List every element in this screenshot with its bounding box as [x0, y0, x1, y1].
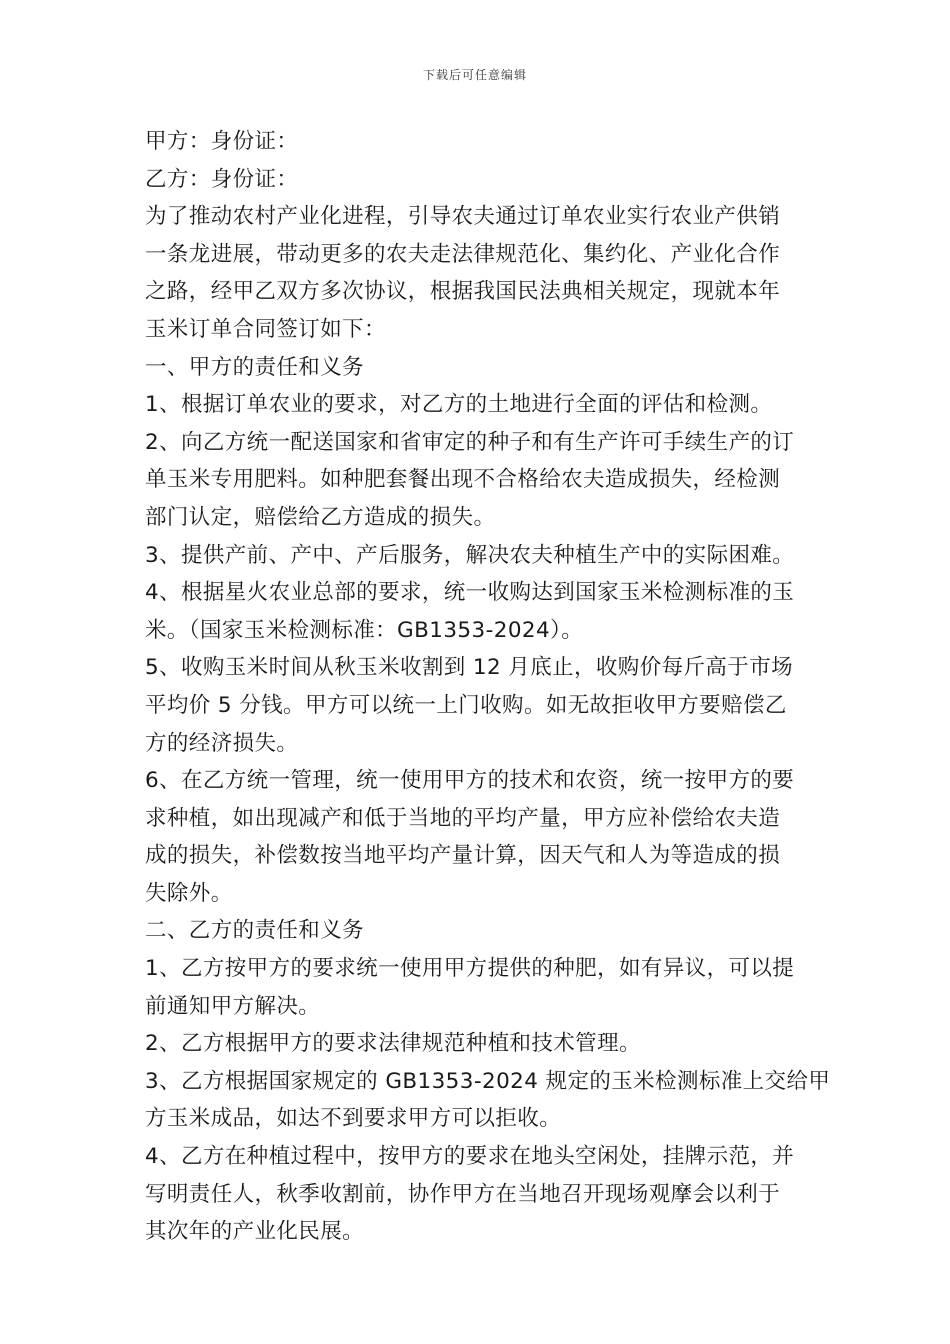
text-line: 为了推动农村产业化进程，引导农夫通过订单农业实行农业产供销	[145, 204, 781, 230]
text-line: 4、根据星火农业总部的要求，统一收购达到国家玉米检测标准的玉	[145, 580, 795, 606]
text-line: 前通知甲方解决。	[145, 993, 321, 1019]
text-line: 部门认定，赔偿给乙方造成的损失。	[145, 504, 496, 530]
text-line: 4、乙方在种植过程中，按甲方的要求在地头空闲处，挂牌示范，并	[145, 1144, 795, 1170]
text-line: 失除外。	[145, 880, 233, 906]
text-line: 成的损失，补偿数按当地平均产量计算，因天气和人为等造成的损	[145, 843, 781, 869]
text-line: 单玉米专用肥料。如种肥套餐出现不合格给农夫造成损失，经检测	[145, 467, 781, 493]
text-line: 2、乙方根据甲方的要求法律规范种植和技术管理。	[145, 1031, 641, 1057]
text-line: 乙方：身份证：	[145, 166, 299, 192]
text-line: 方的经济损失。	[145, 730, 299, 756]
header-note: 下载后可任意编辑	[422, 68, 527, 82]
text-line: 其次年的产业化民展。	[145, 1219, 365, 1245]
text-line: 1、根据订单农业的要求，对乙方的土地进行全面的评估和检测。	[145, 392, 773, 418]
text-line: 写明责任人，秋季收割前，协作甲方在当地召开现场观摩会以利于	[145, 1181, 781, 1207]
text-line: 3、提供产前、产中、产后服务，解决农夫种植生产中的实际困难。	[145, 542, 795, 568]
text-line: 1、乙方按甲方的要求统一使用甲方提供的种肥，如有异议，可以提	[145, 956, 795, 982]
text-line: 米。（国家玉米检测标准：GB1353-2024）。	[145, 617, 584, 643]
text-line: 甲方：身份证：	[145, 129, 299, 154]
contract-body	[145, 123, 831, 1251]
text-line: 一条龙进展，带动更多的农夫走法律规范化、集约化、产业化合作	[145, 241, 781, 267]
section-heading: 二、乙方的责任和义务	[145, 918, 365, 944]
text-line: 方玉米成品，如达不到要求甲方可以拒收。	[145, 1106, 562, 1132]
text-line: 5、收购玉米时间从秋玉米收割到 12 月底止，收购价每斤高于市场	[145, 655, 794, 681]
text-line: 平均价 5 分钱。甲方可以统一上门收购。如无故拒收甲方要赔偿乙	[145, 692, 787, 718]
section-heading: 一、甲方的责任和义务	[145, 354, 365, 380]
text-line: 求种植，如出现减产和低于当地的平均产量，甲方应补偿给农夫造	[145, 805, 781, 831]
text-line: 2、向乙方统一配送国家和省审定的种子和有生产许可手续生产的订	[145, 429, 795, 455]
text-line: 6、在乙方统一管理，统一使用甲方的技术和农资，统一按甲方的要	[145, 768, 795, 794]
text-line: 3、乙方根据国家规定的 GB1353-2024 规定的玉米检测标准上交给甲	[145, 1068, 831, 1094]
text-line: 玉米订单合同签订如下：	[145, 316, 386, 342]
text-line: 之路，经甲乙双方多次协议，根据我国民法典相关规定，现就本年	[145, 279, 781, 305]
